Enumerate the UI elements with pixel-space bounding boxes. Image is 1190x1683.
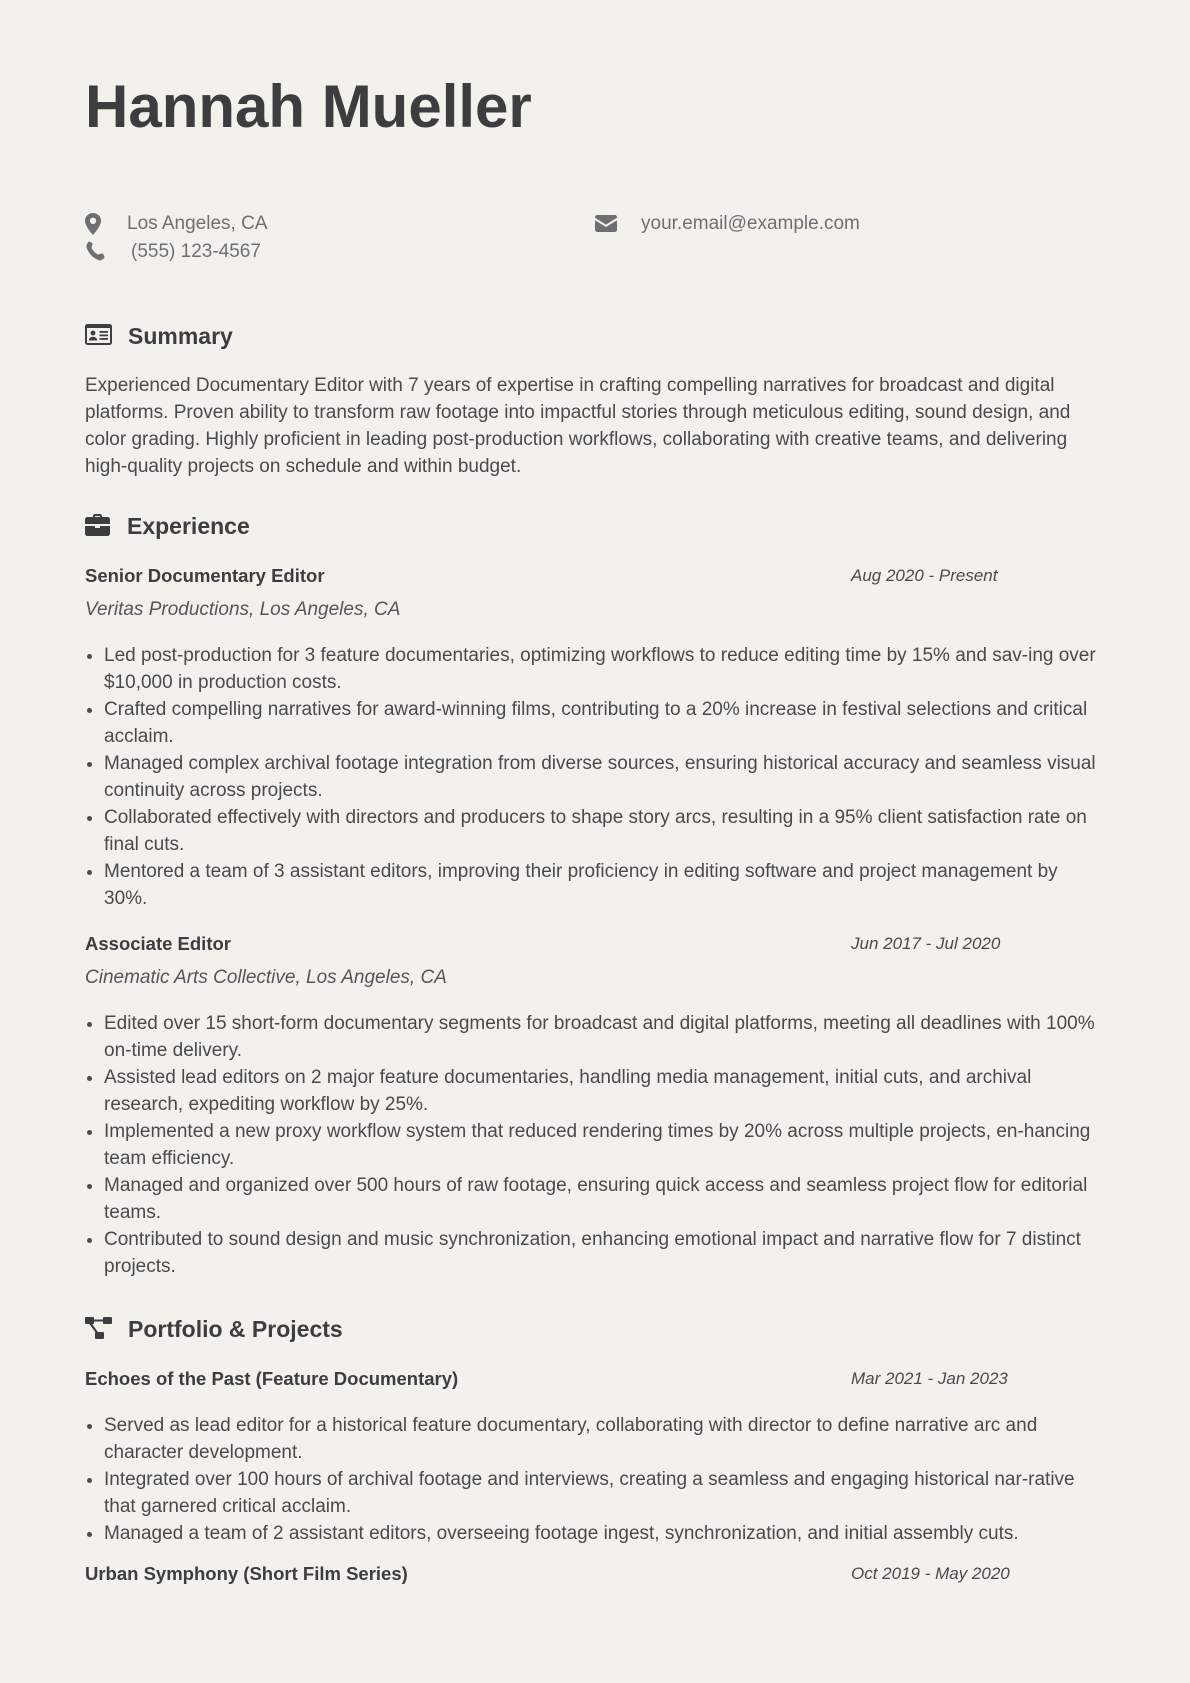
summary-title: Summary: [128, 322, 233, 349]
experience-title: Experience: [127, 512, 250, 539]
list-item: Led post-production for 3 feature documentaries, optimizing workflows to reduce editing time by 15% and sav-ing over $10,000 in production costs.: [85, 642, 1105, 696]
envelope-icon: [595, 213, 617, 235]
project-dates: Mar 2021 - Jan 2023: [851, 1369, 1008, 1388]
project-entry: [85, 1366, 1105, 1547]
list-item: Collaborated effectively with directors and producers to shape story arcs, resulting in a 95% client satisfaction rate on final cuts.: [85, 804, 1105, 858]
list-item: Mentored a team of 3 assistant editors, improving their proficiency in editing software and project management by 30%.: [85, 858, 1105, 912]
phone-text: (555) 123-4567: [131, 241, 261, 262]
contact-info: [85, 210, 1105, 270]
list-item: Managed and organized over 500 hours of raw footage, ensuring quick access and seamless project flow for editorial teams.: [85, 1172, 1105, 1226]
portfolio-section: [85, 1314, 1105, 1587]
contact-email[interactable]: [595, 213, 860, 235]
summary-section: [85, 321, 1105, 480]
job-role: Associate Editor: [85, 933, 231, 954]
summary-text: Experienced Documentary Editor with 7 years of expertise in crafting compelling narratives for broadcast and digital platforms. Proven ability to transform raw footage into impactful stories through meticulous editing, sound design, and color grading. Highly proficient in leading post-production workflows, collaborating with creative teams, and delivering high-quality projects on schedule and within budget.: [85, 375, 1071, 477]
experience-header: [85, 511, 1105, 541]
experience-section: [85, 511, 1105, 1280]
job-dates: Aug 2020 - Present: [851, 566, 998, 585]
list-item: Managed a team of 2 assistant editors, overseeing footage ingest, synchronization, and initial assembly cuts.: [85, 1520, 1105, 1547]
list-item: Edited over 15 short-form documentary segments for broadcast and digital platforms, meeting all deadlines with 100% on-time delivery.: [85, 1010, 1105, 1064]
list-item: Contributed to sound design and music synchronization, enhancing emotional impact and narrative flow for 7 distinct projects.: [85, 1226, 1105, 1280]
job-dates: Jun 2017 - Jul 2020: [851, 934, 1001, 953]
contact-phone: [85, 241, 261, 263]
project-name: Echoes of the Past (Feature Documentary): [85, 1368, 459, 1389]
briefcase-icon: [85, 514, 113, 538]
id-card-icon: [85, 324, 113, 348]
candidate-name: Hannah Mueller: [85, 73, 532, 140]
job-bullets: [85, 1010, 1105, 1280]
location-text: Los Angeles, CA: [127, 213, 268, 234]
job-company: Cinematic Arts Collective, Los Angeles, CA: [85, 967, 447, 988]
project-bullets: [85, 1412, 1105, 1547]
map-marker-icon: [85, 213, 107, 235]
project-name: Urban Symphony (Short Film Series): [85, 1563, 408, 1584]
list-item: Served as lead editor for a historical feature documentary, collaborating with director to define narrative arc and character development.: [85, 1412, 1105, 1466]
job-company: Veritas Productions, Los Angeles, CA: [85, 599, 401, 620]
list-item: Assisted lead editors on 2 major feature documentaries, handling media management, initial cuts, and archival research, expediting workflow by 25%.: [85, 1064, 1105, 1118]
job-bullets: [85, 642, 1105, 912]
list-item: Integrated over 100 hours of archival footage and interviews, creating a seamless and engaging historical nar-rative that garnered critical acclaim.: [85, 1466, 1105, 1520]
job-role: Senior Documentary Editor: [85, 565, 325, 586]
job-entry: [85, 563, 1105, 912]
job-entry: [85, 931, 1105, 1280]
phone-icon: [85, 241, 107, 263]
project-diagram-icon: [85, 1317, 113, 1341]
list-item: Implemented a new proxy workflow system that reduced rendering times by 20% across multiple projects, en-hancing team efficiency.: [85, 1118, 1105, 1172]
portfolio-header: [85, 1314, 1105, 1344]
summary-header: [85, 321, 1105, 351]
email-text[interactable]: your.email@example.com: [641, 213, 860, 234]
list-item: Crafted compelling narratives for award-winning films, contributing to a 20% increase in festival selections and critical acclaim.: [85, 696, 1105, 750]
project-entry: [85, 1561, 1105, 1587]
contact-location: [85, 213, 267, 235]
project-dates: Oct 2019 - May 2020: [851, 1564, 1010, 1583]
list-item: Managed complex archival footage integration from diverse sources, ensuring historical accuracy and seamless visual continuity across projects.: [85, 750, 1105, 804]
portfolio-title: Portfolio & Projects: [128, 1315, 343, 1342]
